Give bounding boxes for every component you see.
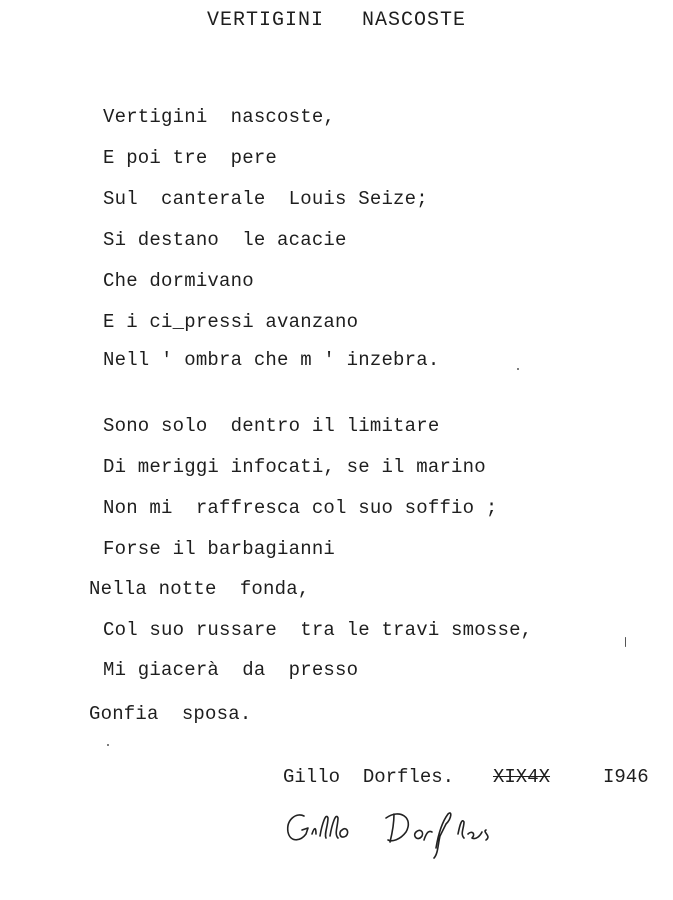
stanza1-line-3: Sul canterale Louis Seize; xyxy=(103,188,428,210)
poem-title: VERTIGINI NASCOSTE xyxy=(206,9,467,32)
ink-speck xyxy=(107,744,109,746)
stanza2-line-1: Sono solo dentro il limitare xyxy=(103,415,440,437)
ink-mark xyxy=(625,637,626,647)
stanza2-line-2: Di meriggi infocati, se il marino xyxy=(103,456,486,478)
stanza2-line-8: Gonfia sposa. xyxy=(89,703,252,725)
stanza1-line-2: E poi tre pere xyxy=(103,147,278,169)
handwritten-signature xyxy=(282,800,522,860)
ink-speck xyxy=(517,368,519,370)
stanza2-line-5: Nella notte fonda, xyxy=(89,578,310,600)
year: I946 xyxy=(603,766,649,788)
stanza1-line-6: E i ci_pressi avanzano xyxy=(103,311,359,333)
stanza1-line-4: Si destano le acacie xyxy=(103,229,347,251)
author-name: Gillo Dorfles. xyxy=(283,766,455,788)
stanza2-line-7: Mi giacerà da presso xyxy=(103,659,359,681)
stanza1-line-5: Che dormivano xyxy=(103,270,254,292)
stanza1-line-1: Vertigini nascoste, xyxy=(103,106,336,128)
stanza2-line-3: Non mi raffresca col suo soffio ; xyxy=(103,497,498,519)
stanza2-line-4: Forse il barbagianni xyxy=(103,538,336,560)
stanza2-line-6: Col suo russare tra le travi smosse, xyxy=(103,619,533,641)
struck-out-text: XIX4X xyxy=(493,766,551,788)
stanza1-line-7: Nell ' ombra che m ' inzebra. xyxy=(103,349,440,371)
